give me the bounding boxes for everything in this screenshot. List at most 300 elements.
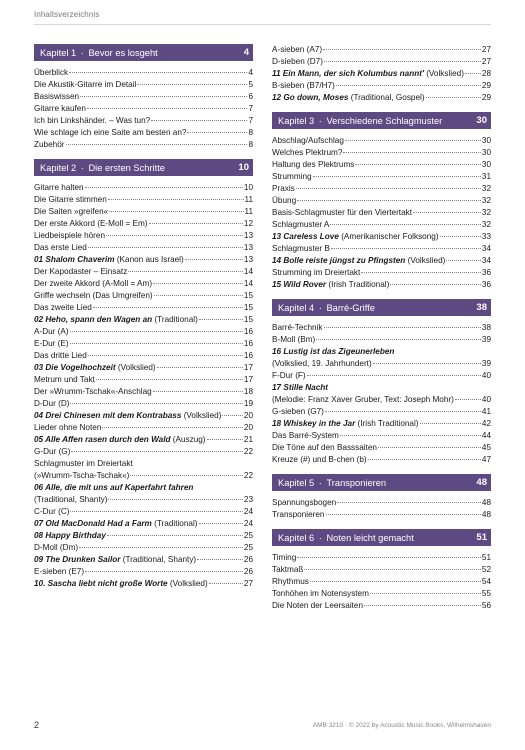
- entry-title: Die Saiten »greifen«: [34, 207, 109, 216]
- entry-page-number: 16: [243, 327, 253, 336]
- entry-page-number: 32: [481, 196, 491, 205]
- chapter-number: 3: [309, 115, 315, 126]
- section-gap: [34, 151, 253, 159]
- entry-page-number: 17: [243, 375, 253, 384]
- song-title: 05 Alle Affen rasen durch den Wald: [34, 435, 171, 444]
- song-title: 09 The Drunken Sailor: [34, 555, 121, 564]
- dot-leader: [187, 132, 247, 133]
- entry-title: (»Wrumm-Tscha-Tschak«): [34, 471, 130, 480]
- toc-entry[interactable]: [34, 374, 253, 386]
- dot-leader: [465, 73, 481, 74]
- chapter-prefix: Kapitel: [278, 302, 307, 313]
- toc-entry[interactable]: [34, 386, 253, 398]
- dot-leader: [79, 547, 243, 548]
- chapter-number: 2: [71, 162, 77, 173]
- dot-leader: [370, 593, 481, 594]
- publisher-note: AMB 3210 · © 2022 by Acoustic Music Books, Wilhelmshaven: [312, 722, 491, 729]
- song-source: (Traditional, Shanty): [120, 555, 197, 564]
- toc-entry[interactable]: [34, 542, 253, 554]
- entry-title: D-Dur (D): [34, 399, 70, 408]
- toc-entry[interactable]: [272, 231, 491, 243]
- entry-title: (Traditional, Shanty): [34, 495, 108, 504]
- toc-entry[interactable]: [272, 509, 491, 521]
- entry-page-number: 30: [481, 160, 491, 169]
- toc-entry[interactable]: [272, 68, 491, 80]
- entry-page-number: 40: [481, 395, 491, 404]
- toc-entry[interactable]: [34, 139, 253, 151]
- toc-entry[interactable]: [34, 266, 253, 278]
- dot-leader: [88, 247, 243, 248]
- toc-entry[interactable]: [272, 267, 491, 279]
- dot-leader: [296, 188, 481, 189]
- dot-leader: [307, 375, 481, 376]
- chapter-number: 5: [309, 477, 315, 488]
- toc-entry[interactable]: [34, 103, 253, 115]
- toc-entry[interactable]: [34, 218, 253, 230]
- entry-page-number: 19: [243, 399, 253, 408]
- dot-leader: [337, 502, 481, 503]
- dot-leader: [66, 144, 248, 145]
- toc-column-right: [272, 44, 491, 612]
- toc-entry[interactable]: [272, 44, 491, 56]
- toc-entry[interactable]: [34, 566, 253, 578]
- toc-entry[interactable]: [272, 358, 491, 370]
- entry-page-number: 30: [481, 136, 491, 145]
- entry-page-number: 28: [481, 69, 491, 78]
- entry-page-number: 22: [243, 447, 253, 456]
- toc-entry[interactable]: [272, 346, 491, 358]
- dot-leader: [373, 363, 481, 364]
- entry-page-number: 27: [481, 45, 491, 54]
- dot-leader: [85, 571, 243, 572]
- dot-leader: [345, 140, 481, 141]
- song-source: (Volkslied): [115, 363, 156, 372]
- entry-page-number: 39: [481, 335, 491, 344]
- entry-title: Die Gitarre stimmen: [34, 195, 107, 204]
- entry-title: [34, 578, 208, 590]
- dot-leader: [153, 391, 243, 392]
- entry-page-number: 52: [481, 565, 491, 574]
- entry-title: Das erste Lied: [34, 243, 87, 252]
- entry-page-number: 42: [481, 419, 491, 428]
- entry-title: G-Dur (G): [34, 447, 71, 456]
- dot-leader: [102, 427, 243, 428]
- chapter-heading-5[interactable]: [272, 474, 491, 491]
- song-source: (Volkslied): [423, 69, 464, 78]
- entry-page-number: 24: [243, 519, 253, 528]
- toc-entry[interactable]: [272, 418, 491, 430]
- dot-leader: [71, 451, 243, 452]
- toc-entry[interactable]: [272, 243, 491, 255]
- toc-entry[interactable]: [34, 494, 253, 506]
- entry-page-number: 47: [481, 455, 491, 464]
- dot-leader: [128, 271, 243, 272]
- toc-entry[interactable]: [272, 92, 491, 104]
- dot-leader: [390, 284, 481, 285]
- toc-entry[interactable]: [272, 334, 491, 346]
- dot-leader: [80, 96, 247, 97]
- entry-page-number: 27: [243, 579, 253, 588]
- header-divider: [34, 24, 491, 25]
- toc-entry[interactable]: [34, 350, 253, 362]
- chapter-heading-1[interactable]: [34, 44, 253, 61]
- entry-title: Der erste Akkord (E-Moll = Em): [34, 219, 148, 228]
- entry-page-number: 17: [243, 363, 253, 372]
- toc-entry[interactable]: [272, 183, 491, 195]
- toc-column-left: [34, 44, 253, 590]
- entry-title: Barré-Technik: [272, 323, 323, 332]
- entry-title: Griffe wechseln (Das Umgreifen): [34, 291, 153, 300]
- entry-page-number: 7: [248, 104, 253, 113]
- entry-title: [34, 554, 196, 566]
- entry-title: Die Töne auf den Basssaiten: [272, 443, 377, 452]
- dot-leader: [316, 339, 481, 340]
- page-number: 2: [34, 720, 40, 730]
- toc-entry[interactable]: [34, 578, 253, 590]
- entry-title: Übung: [272, 196, 297, 205]
- toc-entry[interactable]: [272, 552, 491, 564]
- entry-title: E-sieben (E7): [34, 567, 85, 576]
- song-source: (Traditional, Gospel): [348, 93, 425, 102]
- dot-leader: [149, 223, 243, 224]
- toc-entry[interactable]: [272, 195, 491, 207]
- dot-leader: [153, 283, 243, 284]
- entry-page-number: 48: [481, 510, 491, 519]
- entry-title: Das Barré-System: [272, 431, 339, 440]
- toc-entry[interactable]: [34, 506, 253, 518]
- toc-entry[interactable]: [272, 207, 491, 219]
- entry-page-number: 14: [243, 267, 253, 276]
- entry-title: Haltung des Plektrums: [272, 160, 355, 169]
- chapter-heading-4[interactable]: [272, 299, 491, 316]
- entry-page-number: 55: [481, 589, 491, 598]
- toc-entry[interactable]: [34, 554, 253, 566]
- toc-entry[interactable]: [34, 127, 253, 139]
- song-title: 11 Ein Mann, der sich Kolumbus nannt': [272, 69, 424, 78]
- dot-leader: [336, 85, 481, 86]
- toc-entry[interactable]: [272, 454, 491, 466]
- toc-entry[interactable]: [34, 482, 253, 494]
- entry-title: Gitarre halten: [34, 183, 84, 192]
- dot-leader: [70, 343, 243, 344]
- chapter-separator: ·: [316, 477, 325, 488]
- toc-entry[interactable]: [272, 588, 491, 600]
- toc-entry[interactable]: [34, 67, 253, 79]
- toc-entry[interactable]: [34, 290, 253, 302]
- toc-entry[interactable]: [272, 370, 491, 382]
- dot-leader: [313, 176, 481, 177]
- entry-title: Strumming: [272, 172, 312, 181]
- chapter-label: [40, 48, 158, 58]
- toc-entry[interactable]: [272, 255, 491, 267]
- entry-title: Lieder ohne Noten: [34, 423, 102, 432]
- song-source: (Volkslied): [167, 579, 208, 588]
- chapter-title: Die ersten Schritte: [88, 162, 165, 173]
- chapter-page-number: 48: [476, 477, 487, 488]
- toc-entry[interactable]: [272, 394, 491, 406]
- song-title: 01 Shalom Chaverim: [34, 255, 115, 264]
- toc-entry[interactable]: [272, 600, 491, 612]
- dot-leader: [343, 152, 481, 153]
- entry-title: Gitarre kaufen: [34, 104, 86, 113]
- dot-leader: [154, 295, 243, 296]
- toc-entry[interactable]: [272, 497, 491, 509]
- entry-page-number: 34: [481, 256, 491, 265]
- entry-page-number: 7: [248, 116, 253, 125]
- chapter-separator: ·: [78, 162, 87, 173]
- entry-page-number: 10: [243, 183, 253, 192]
- entry-page-number: 48: [481, 498, 491, 507]
- entry-title: C-Dur (C): [34, 507, 70, 516]
- entry-title: [272, 418, 419, 430]
- dot-leader: [87, 108, 248, 109]
- entry-title: Überblick: [34, 68, 69, 77]
- dot-leader: [361, 272, 481, 273]
- chapter-separator: ·: [316, 115, 325, 126]
- entry-title: [272, 255, 445, 267]
- toc-entry[interactable]: [34, 470, 253, 482]
- entry-page-number: 13: [243, 231, 253, 240]
- entry-page-number: 27: [481, 57, 491, 66]
- entry-title: D-sieben (D7): [272, 57, 323, 66]
- chapter-separator: ·: [316, 532, 325, 543]
- entry-page-number: 25: [243, 531, 253, 540]
- dot-leader: [130, 475, 243, 476]
- entry-page-number: 8: [248, 140, 253, 149]
- song-source: (Volkslied): [405, 256, 446, 265]
- toc-entry[interactable]: [272, 564, 491, 576]
- chapter-label: [278, 478, 386, 488]
- entry-page-number: 6: [248, 92, 253, 101]
- toc-entry[interactable]: [34, 410, 253, 422]
- chapter-page-number: 4: [243, 47, 249, 58]
- toc-entry[interactable]: [272, 430, 491, 442]
- entry-page-number: 32: [481, 208, 491, 217]
- chapter-title: Barré-Griffe: [326, 302, 375, 313]
- section-gap: [272, 466, 491, 474]
- dot-leader: [106, 235, 243, 236]
- dot-leader: [209, 583, 243, 584]
- toc-entry[interactable]: [272, 56, 491, 68]
- entry-page-number: 5: [248, 80, 253, 89]
- song-title: 14 Bolle reiste jüngst zu Pfingsten: [272, 256, 406, 265]
- dot-leader: [310, 581, 481, 582]
- entry-page-number: 21: [243, 435, 253, 444]
- chapter-separator: ·: [78, 47, 87, 58]
- song-title: 15 Wild Rover: [272, 280, 327, 289]
- toc-entry[interactable]: [34, 206, 253, 218]
- entry-title: Welches Plektrum?: [272, 148, 343, 157]
- toc-entry[interactable]: [34, 278, 253, 290]
- chapter-heading-3[interactable]: [272, 112, 491, 129]
- toc-entry[interactable]: [272, 576, 491, 588]
- entry-page-number: 12: [243, 219, 253, 228]
- entry-page-number: 38: [481, 323, 491, 332]
- chapter-label: [278, 303, 375, 313]
- entry-page-number: 32: [481, 184, 491, 193]
- chapter-label: [278, 116, 442, 126]
- entry-title: Das dritte Lied: [34, 351, 87, 360]
- toc-entry[interactable]: [272, 219, 491, 231]
- toc-entry[interactable]: [34, 398, 253, 410]
- entry-title: (Volkslied, 19. Jahrhundert): [272, 359, 372, 368]
- song-source: (Amerikanischer Folksong): [338, 232, 439, 241]
- entry-title: Rhythmus: [272, 577, 309, 586]
- toc-entry[interactable]: [34, 314, 253, 326]
- entry-title: [34, 530, 106, 542]
- entry-title: [34, 482, 193, 494]
- chapter-label: [278, 533, 414, 543]
- toc-entry[interactable]: [272, 382, 491, 394]
- song-source: (Traditional): [152, 315, 198, 324]
- dot-leader: [157, 367, 243, 368]
- song-title: 12 Go down, Moses: [272, 93, 349, 102]
- toc-entry[interactable]: [34, 230, 253, 242]
- song-title: 17 Stille Nacht: [272, 383, 328, 392]
- entry-page-number: 15: [243, 315, 253, 324]
- entry-title: Spannungsbogen: [272, 498, 337, 507]
- chapter-separator: ·: [316, 302, 325, 313]
- chapter-prefix: Kapitel: [278, 532, 307, 543]
- entry-title: Kreuze (#) und B-chen (b): [272, 455, 367, 464]
- chapter-heading-6[interactable]: [272, 529, 491, 546]
- dot-leader: [108, 499, 242, 500]
- toc-entry[interactable]: [34, 194, 253, 206]
- entry-title: D-Moll (Dm): [34, 543, 79, 552]
- entry-title: [272, 92, 425, 104]
- entry-page-number: 31: [481, 172, 491, 181]
- toc-entry[interactable]: [34, 182, 253, 194]
- toc-entry[interactable]: [34, 446, 253, 458]
- toc-entry[interactable]: [272, 80, 491, 92]
- toc-entry[interactable]: [272, 322, 491, 334]
- dot-leader: [88, 355, 243, 356]
- entry-title: Transponieren: [272, 510, 325, 519]
- chapter-page-number: 30: [476, 115, 487, 126]
- entry-title: Die Noten der Leersaiten: [272, 601, 364, 610]
- toc-entry[interactable]: [34, 530, 253, 542]
- entry-title: Basiswissen: [34, 92, 80, 101]
- entry-title: Metrum und Takt: [34, 375, 95, 384]
- dot-leader: [137, 84, 247, 85]
- entry-page-number: 51: [481, 553, 491, 562]
- entry-page-number: 16: [243, 339, 253, 348]
- toc-entry[interactable]: [34, 115, 253, 127]
- toc-entry[interactable]: [34, 326, 253, 338]
- dot-leader: [197, 559, 243, 560]
- entry-page-number: 11: [244, 195, 253, 204]
- dot-leader: [324, 327, 481, 328]
- song-title: 07 Old MacDonald Had a Farm: [34, 519, 152, 528]
- entry-page-number: 20: [243, 411, 253, 420]
- toc-entry[interactable]: [34, 458, 253, 470]
- running-header: Inhaltsverzeichnis: [34, 10, 100, 19]
- dot-leader: [420, 423, 481, 424]
- dot-leader: [199, 523, 243, 524]
- dot-leader: [440, 236, 481, 237]
- chapter-prefix: Kapitel: [278, 115, 307, 126]
- entry-title: B-sieben (B7/H7): [272, 81, 335, 90]
- dot-leader: [340, 435, 481, 436]
- chapter-number: 4: [309, 302, 315, 313]
- chapter-title: Verschiedene Schlagmuster: [326, 115, 443, 126]
- dot-leader: [185, 259, 243, 260]
- chapter-heading-2[interactable]: [34, 159, 253, 176]
- toc-entry[interactable]: [34, 302, 253, 314]
- toc-entry[interactable]: [272, 406, 491, 418]
- toc-entry[interactable]: [34, 91, 253, 103]
- dot-leader: [207, 439, 243, 440]
- entry-page-number: 44: [481, 431, 491, 440]
- toc-entry[interactable]: [34, 362, 253, 374]
- entry-title: F-Dur (F): [272, 371, 306, 380]
- entry-title: [272, 231, 439, 243]
- entry-page-number: 30: [481, 148, 491, 157]
- entry-page-number: 13: [243, 255, 253, 264]
- entry-title: [34, 362, 156, 374]
- toc-entry[interactable]: [272, 147, 491, 159]
- chapter-number: 1: [71, 47, 77, 58]
- toc-entry[interactable]: [272, 279, 491, 291]
- toc-entry[interactable]: [272, 159, 491, 171]
- dot-leader: [70, 511, 242, 512]
- toc-entry[interactable]: [272, 135, 491, 147]
- toc-entry[interactable]: [34, 242, 253, 254]
- song-title: 04 Drei Chinesen mit dem Kontrabass: [34, 411, 182, 420]
- song-title: 13 Careless Love: [272, 232, 339, 241]
- dot-leader: [413, 212, 481, 213]
- dot-leader: [426, 97, 481, 98]
- entry-title: A-sieben (A7): [272, 45, 323, 54]
- entry-title: Schlagmuster B: [272, 244, 330, 253]
- entry-page-number: 8: [248, 128, 253, 137]
- entry-page-number: 39: [481, 359, 491, 368]
- song-source: (Irish Traditional): [355, 419, 419, 428]
- song-source: (Kanon aus Israel): [114, 255, 184, 264]
- song-source: (Irish Traditional): [326, 280, 390, 289]
- toc-entry[interactable]: [34, 518, 253, 530]
- entry-title: Timing: [272, 553, 297, 562]
- dot-leader: [330, 224, 481, 225]
- entry-page-number: 36: [481, 280, 491, 289]
- entry-title: [34, 518, 198, 530]
- song-source: (Volkslied): [181, 411, 222, 420]
- toc-entry[interactable]: [34, 422, 253, 434]
- toc-entry[interactable]: [34, 254, 253, 266]
- entry-title: Der »Wrumm-Tschak«-Anschlag: [34, 387, 152, 396]
- dot-leader: [222, 415, 242, 416]
- entry-title: G-sieben (G7): [272, 407, 324, 416]
- entry-title: [272, 382, 328, 394]
- entry-title: A-Dur (A): [34, 327, 69, 336]
- toc-entry[interactable]: [34, 338, 253, 350]
- section-gap: [272, 291, 491, 299]
- entry-page-number: 29: [481, 81, 491, 90]
- song-title: 18 Whiskey in the Jar: [272, 419, 356, 428]
- dot-leader: [324, 61, 481, 62]
- entry-title: [34, 434, 206, 446]
- entry-title: Praxis: [272, 184, 295, 193]
- song-source: (Traditional): [151, 519, 198, 528]
- entry-page-number: 36: [481, 268, 491, 277]
- entry-page-number: 15: [243, 291, 253, 300]
- toc-entry[interactable]: [34, 79, 253, 91]
- toc-entry[interactable]: [34, 434, 253, 446]
- entry-page-number: 56: [481, 601, 491, 610]
- toc-entry[interactable]: [272, 442, 491, 454]
- toc-entry[interactable]: [272, 171, 491, 183]
- dot-leader: [326, 514, 481, 515]
